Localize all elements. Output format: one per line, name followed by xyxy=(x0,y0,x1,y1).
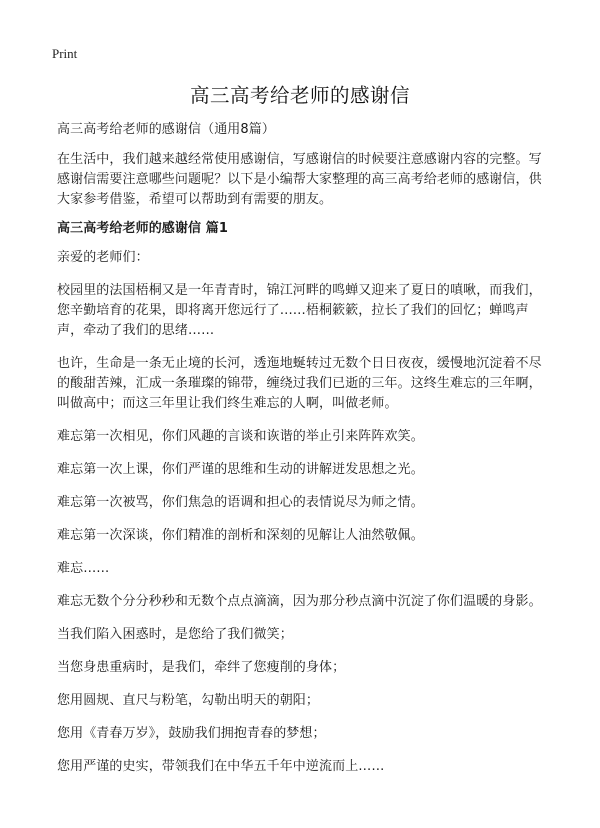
paragraph: 难忘第一次相见，你们风趣的言谈和诙谐的举止引来阵阵欢笑。 xyxy=(57,429,424,444)
paragraph: 难忘第一次上课，你们严谨的思维和生动的讲解迸发思想之光。 xyxy=(57,462,424,477)
document-subtitle: 高三高考给老师的感谢信（通用8篇） xyxy=(57,122,275,137)
paragraph: 难忘…… xyxy=(57,561,110,576)
paragraph: 您用圆规、直尺与粉笔，勾勒出明天的朝阳； xyxy=(57,693,320,708)
paragraph: 也许，生命是一条无止境的长河，透迤地蜒转过无数个日日夜夜，缓慢地沉淀着不尽的酸甜苦辣，汇成一条璀璨的锦带，缠绕过我们已逝的三年。这终生难忘的三年啊，叫做高中；而这三年里让我们终生难忘的人啊，叫做老师。 xyxy=(57,356,542,411)
paragraph: 当您身患重病时，是我们，牵绊了您瘦削的身体； xyxy=(57,660,346,675)
paragraph-salutation: 亲爱的老师们： xyxy=(57,250,149,265)
paragraph: 您用严谨的史实，带领我们在中华五千年中逆流而上…… xyxy=(57,759,385,774)
paragraph: 难忘第一次被骂，你们焦急的语调和担心的表情说尽为师之情。 xyxy=(57,495,424,510)
paragraph: 难忘第一次深谈，你们精准的剖析和深刻的见解让人油然敬佩。 xyxy=(57,528,424,543)
letter-body xyxy=(57,248,549,790)
paragraph: 您用《青春万岁》，鼓励我们拥抱青春的梦想； xyxy=(57,726,326,741)
paragraph: 校园里的法国梧桐又是一年青青时，锦江河畔的鸣蝉又迎来了夏日的嗔啾，而我们，您辛勤培育的花果，即将离开您远行了……梧桐簌簌，拉长了我们的回忆；蝉鸣声声，牵动了我们的思绪…… xyxy=(57,283,542,338)
page-title: 高三高考给老师的感谢信 xyxy=(189,84,410,107)
intro-paragraph: 在生活中，我们越来越经常使用感谢信，写感谢信的时候要注意感谢内容的完整。写感谢信需要注意哪些问题呢？以下是小编帮大家整理的高三高考给老师的感谢信，供大家参考借鉴，希望可以帮助到有需要的朋友。 xyxy=(57,152,542,207)
paragraph: 当我们陷入困惑时，是您给了我们微笑； xyxy=(57,627,293,642)
print-link[interactable]: Print xyxy=(52,46,78,61)
section-heading: 高三高考给老师的感谢信 篇1 xyxy=(57,221,228,236)
paragraph: 难忘无数个分分秒秒和无数个点点滴滴，因为那分秒点滴中沉淀了你们温暖的身影。 xyxy=(57,594,542,609)
